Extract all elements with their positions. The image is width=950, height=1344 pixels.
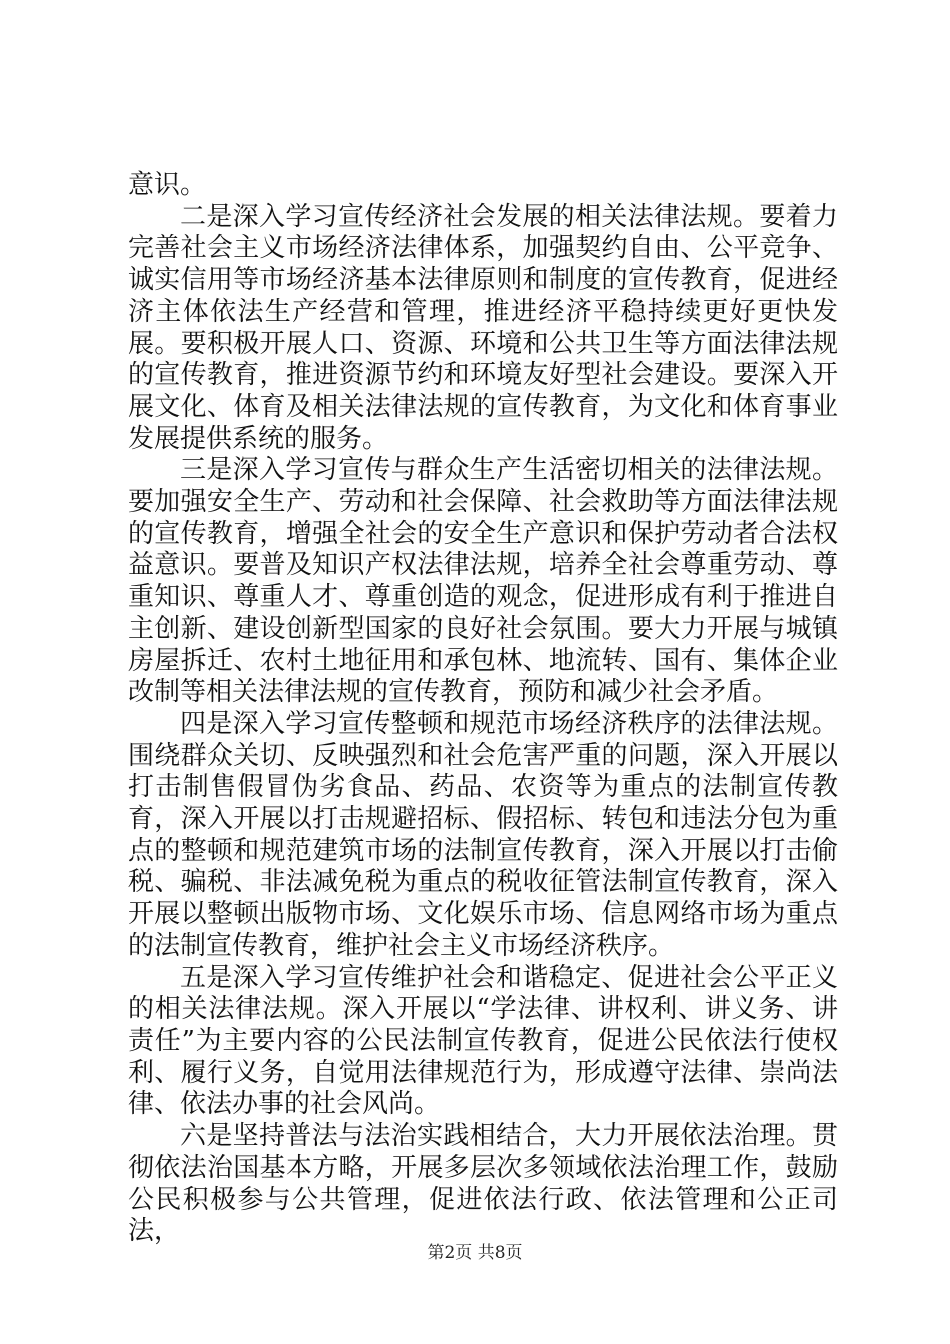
paragraph-social-harmony-law: 五是深入学习宣传维护社会和谐稳定、促进社会公平正义的相关法律法规。深入开展以“学法律、讲权利、讲义务、讲责任”为主要内容的公民法制宣传教育，促进公民依法行使权利、履行义务，自觉用法律规范行为，形成遵守法律、崇尚法律、依法办事的社会风尚。 (128, 962, 838, 1120)
document-body (128, 170, 838, 1248)
paragraph-rule-of-law-practice: 六是坚持普法与法治实践相结合，大力开展依法治理。贯彻依法治国基本方略，开展多层次多领域依法治理工作，鼓励公民积极参与公共管理，促进依法行政、依法管理和公正司法， (128, 1121, 838, 1247)
paragraph-continuation: 意识。 (128, 170, 207, 200)
paragraph-market-order-law: 四是深入学习宣传整顿和规范市场经济秩序的法律法规。围绕群众关切、反映强烈和社会危害严重的问题，深入开展以打击制售假冒伪劣食品、药品、农资等为重点的法制宣传教育，深入开展以打击规避招标、假招标、转包和违法分包为重点的整顿和规范建筑市场的法制宣传教育，深入开展以打击偷税、骗税、非法减免税为重点的税收征管法制宣传教育，深入开展以整顿出版物市场、文化娱乐市场、信息网络市场为重点的法制宣传教育，维护社会主义市场经济秩序。 (128, 708, 838, 961)
paragraph-livelihood-law: 三是深入学习宣传与群众生产生活密切相关的法律法规。要加强安全生产、劳动和社会保障、社会救助等方面法律法规的宣传教育，增强全社会的安全生产意识和保护劳动者合法权益意识。要普及知识产权法律法规，培养全社会尊重劳动、尊重知识、尊重人才、尊重创造的观念，促进形成有利于推进自主创新、建设创新型国家的良好社会氛围。要大力开展与城镇房屋拆迁、农村土地征用和承包林、地流转、国有、集体企业改制等相关法律法规的宣传教育，预防和减少社会矛盾。 (128, 455, 838, 708)
page-number-footer: 第2页 共8页 (427, 1243, 523, 1263)
paragraph-economic-law: 二是深入学习宣传经济社会发展的相关法律法规。要着力完善社会主义市场经济法律体系，加强契约自由、公平竞争、诚实信用等市场经济基本法律原则和制度的宣传教育，促进经济主体依法生产经营和管理，推进经济平稳持续更好更快发展。要积极开展人口、资源、环境和公共卫生等方面法律法规的宣传教育，推进资源节约和环境友好型社会建设。要深入开展文化、体育及相关法律法规的宣传教育，为文化和体育事业发展提供系统的服务。 (128, 201, 838, 454)
